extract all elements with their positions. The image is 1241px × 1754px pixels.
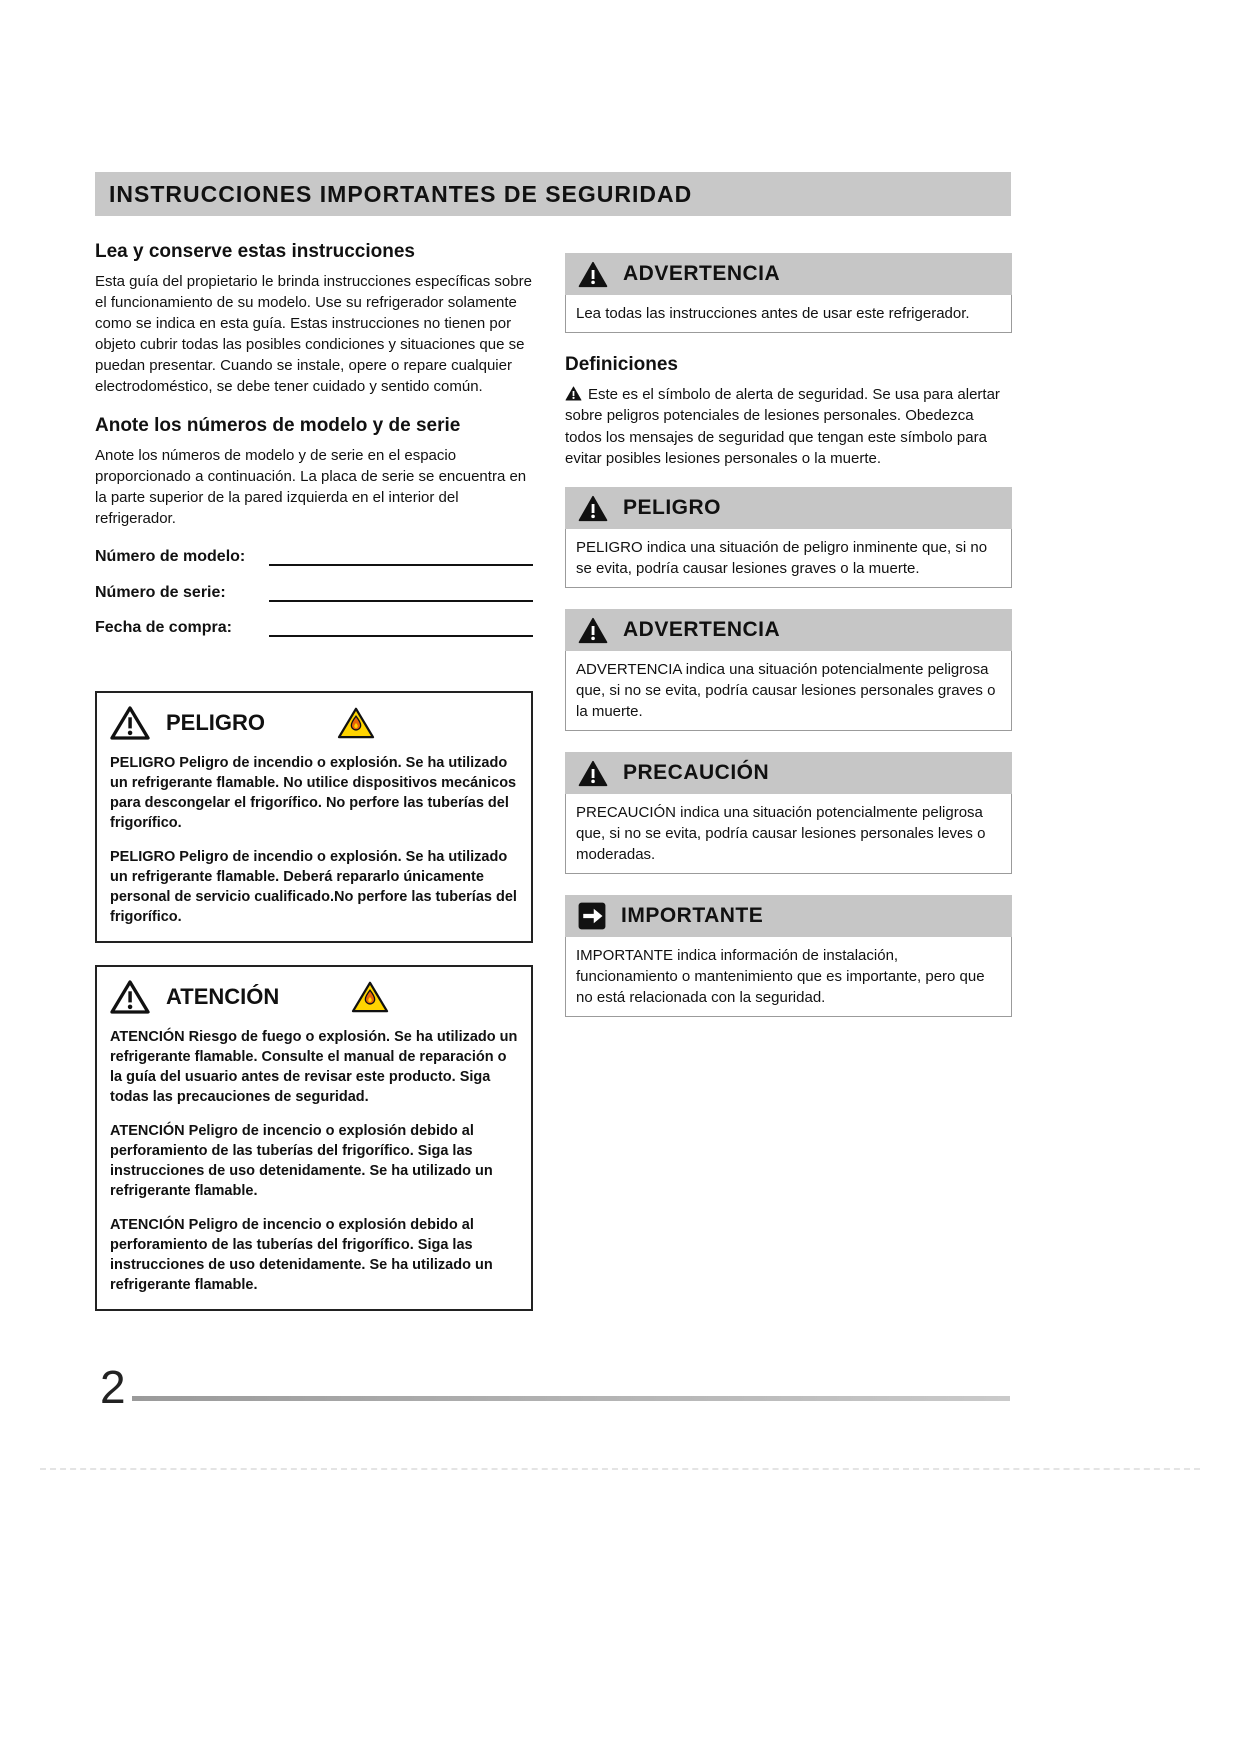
warning-intro-title: ADVERTENCIA (623, 262, 781, 285)
caution-title: PRECAUCIÓN (623, 761, 770, 785)
warning-triangle-icon (578, 760, 608, 787)
footer-divider (132, 1396, 1010, 1401)
attention-box-title: ATENCIÓN (166, 984, 280, 1010)
page-title: INSTRUCCIONES IMPORTANTES DE SEGURIDAD (109, 180, 693, 207)
safety-alert-symbol-icon (565, 386, 582, 401)
definitions-body (565, 384, 1012, 469)
important-body: IMPORTANTE indica información de instalación, funcionamiento o mantenimiento que es importante, pero que no está relacionada con la seguridad. (565, 937, 1012, 1017)
definitions-body-text: Este es el símbolo de alerta de seguridad. Se usa para alertar sobre peligros potenciales de lesiones personales. Obedezca todos los mensajes de seguridad que tengan este símbolo para evitar posibles lesiones personales o la muerte. (565, 386, 1000, 467)
attention-paragraph: ATENCIÓN Peligro de incencio o explosión debido al perforamiento de las tuberías del frigorífico. Siga las instrucciones de uso detenidamente. Se ha utilizado un refrigerante flamable. (110, 1217, 493, 1294)
attention-paragraph: ATENCIÓN Peligro de incencio o explosión debido al perforamiento de las tuberías del frigorífico. Siga las instrucciones de uso detenidamente. Se ha utilizado un refrigerante flamable. (110, 1123, 493, 1200)
field-purchase-date (95, 619, 533, 638)
warning-triangle-icon (578, 261, 608, 288)
warning-body: ADVERTENCIA indica una situación potencialmente peligrosa que, si no se evita, podría causar lesiones personales graves o la muerte. (565, 651, 1012, 731)
field-label-serial-number: Número de serie: (95, 583, 226, 601)
caution-alert (565, 752, 1012, 874)
warning-triangle-icon (578, 495, 608, 522)
field-blank-line (269, 619, 533, 638)
warning-triangle-outline-icon (110, 705, 150, 741)
danger-paragraph: PELIGRO Peligro de incendio o explosión. Se ha utilizado un refrigerante flamable. Deberá repararlo únicamente personal de servicio cualificado.No perfore las tuberías del frigorífico. (110, 849, 517, 926)
attention-box (95, 965, 533, 1311)
definitions-section (565, 354, 1012, 469)
section-body-keep-instructions: Esta guía del propietario le brinda instrucciones específicas sobre el funcionamiento de su modelo. Use su refrigerador solamente como se indica en esta guía. Estas instrucciones no tienen por objeto cubrir todas las posibles condiciones y situaciones que se puedan presentar. Cuando se instale, opere o repare cualquier electrodoméstico, se debe tener cuidado y sentido común. (95, 273, 532, 395)
attention-paragraph: ATENCIÓN Riesgo de fuego o explosión. Se ha utilizado un refrigerante flamable. Consulte el manual de reparación o la guía del usuario antes de revisar este producto. Siga todas las precauciones de seguridad. (110, 1029, 518, 1106)
section-body-model-serial: Anote los números de modelo y de serie en el espacio proporcionado a continuación. La placa de serie se encuentra en la parte superior de la pared izquierda en el interior del refrigerador. (95, 447, 527, 527)
danger-box-header (110, 705, 518, 741)
caution-banner (565, 752, 1012, 794)
danger-box (95, 691, 533, 943)
important-title: IMPORTANTE (621, 904, 764, 928)
arrow-right-box-icon (578, 902, 606, 930)
warning-banner (565, 609, 1012, 651)
scan-artifact-line (40, 1468, 1200, 1470)
danger-title: PELIGRO (623, 496, 722, 520)
important-banner (565, 895, 1012, 937)
warning-triangle-outline-icon (110, 979, 150, 1015)
page-number: 2 (100, 1361, 126, 1413)
warning-intro-body: Lea todas las instrucciones antes de usar este refrigerador. (565, 295, 1012, 333)
field-label-purchase-date: Fecha de compra: (95, 619, 232, 637)
caution-body: PRECAUCIÓN indica una situación potencialmente peligrosa que, si no se evita, podría causar lesiones personales leves o moderadas. (565, 794, 1012, 874)
flame-hazard-icon (351, 980, 389, 1014)
danger-box-title: PELIGRO (166, 710, 266, 736)
field-blank-line (269, 583, 533, 602)
section-heading-model-serial: Anote los números de modelo y de serie (95, 415, 461, 436)
danger-banner (565, 487, 1012, 529)
left-column (95, 241, 533, 1311)
danger-alert (565, 487, 1012, 588)
page-title-bar (95, 172, 1011, 216)
field-model-number (95, 547, 533, 566)
field-serial-number (95, 583, 533, 602)
attention-box-header (110, 979, 518, 1015)
section-heading-keep-instructions: Lea y conserve estas instrucciones (95, 241, 415, 262)
danger-body: PELIGRO indica una situación de peligro inminente que, si no se evita, podría causar lesiones graves o la muerte. (565, 529, 1012, 588)
flame-hazard-icon (337, 706, 375, 740)
warning-title: ADVERTENCIA (623, 618, 781, 642)
definitions-heading: Definiciones (565, 354, 678, 375)
warning-intro-banner (565, 253, 1012, 295)
right-column (565, 253, 1012, 1038)
danger-paragraph: PELIGRO Peligro de incendio o explosión. Se ha utilizado un refrigerante flamable. No utilice dispositivos mecánicos para descongelar el frigorífico. No perfore las tuberías del frigorífico. (110, 755, 517, 832)
warning-triangle-icon (578, 617, 608, 644)
important-alert (565, 895, 1012, 1017)
warning-alert (565, 609, 1012, 731)
field-label-model-number: Número de modelo: (95, 547, 246, 565)
field-blank-line (269, 547, 533, 566)
warning-intro-alert (565, 253, 1012, 333)
